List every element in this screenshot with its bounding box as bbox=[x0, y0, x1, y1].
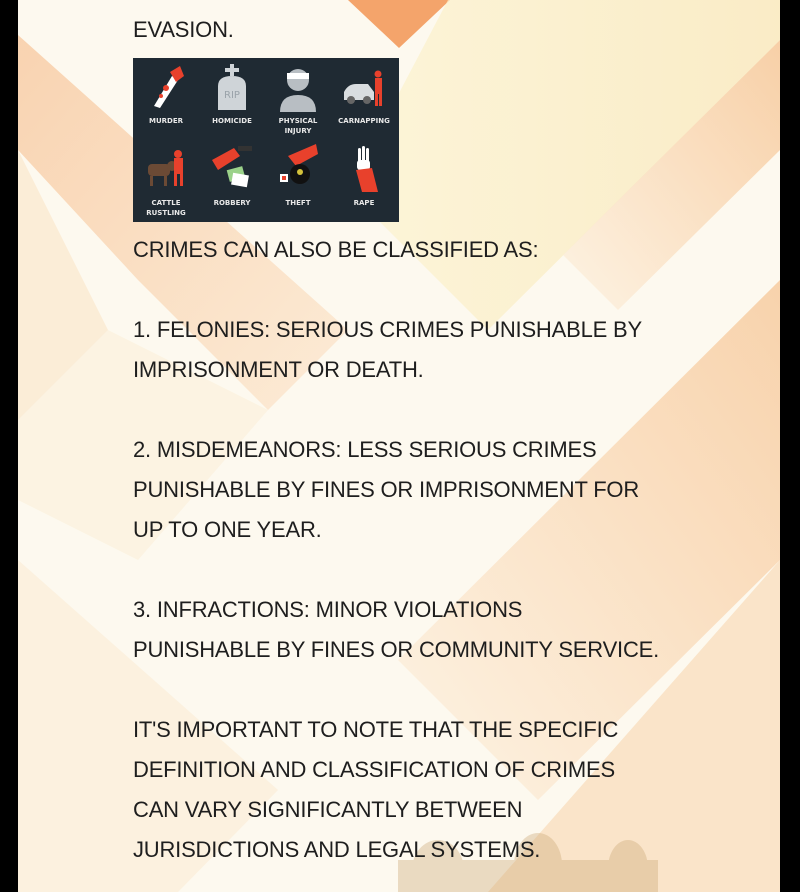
hand-taking-icon bbox=[278, 144, 318, 194]
cattle-icon bbox=[146, 144, 186, 194]
tile-label: PHYSICAL INJURY bbox=[278, 117, 318, 135]
tombstone-text: RIP bbox=[224, 90, 240, 101]
tile-label: CATTLE RUSTLING bbox=[146, 199, 186, 217]
tile-label: CARNAPPING bbox=[338, 117, 390, 125]
document-page[interactable] bbox=[18, 0, 780, 892]
tile-label: HOMICIDE bbox=[212, 117, 252, 125]
tile-label: THEFT bbox=[285, 199, 311, 207]
felonies-line-1: 1. FELONIES: SERIOUS CRIMES PUNISHABLE BY bbox=[133, 317, 642, 342]
gun-money-icon bbox=[212, 144, 252, 194]
bandaged-head-icon bbox=[278, 62, 318, 112]
tombstone-icon bbox=[212, 62, 252, 112]
tile-carnapping bbox=[331, 58, 397, 140]
note-line-1: IT'S IMPORTANT TO NOTE THAT THE SPECIFIC bbox=[133, 717, 619, 742]
bloody-knife-icon bbox=[146, 62, 186, 112]
tile-physical-injury bbox=[265, 58, 331, 140]
misdemeanors-line-2: PUNISHABLE BY FINES OR IMPRISONMENT FOR bbox=[133, 477, 640, 502]
tile-theft bbox=[265, 140, 331, 222]
tile-robbery bbox=[199, 140, 265, 222]
note-line-3: CAN VARY SIGNIFICANTLY BETWEEN bbox=[133, 797, 523, 822]
felonies-line-2: IMPRISONMENT OR DEATH. bbox=[133, 357, 424, 382]
tile-label: ROBBERY bbox=[213, 199, 251, 207]
infractions-line-1: 3. INFRACTIONS: MINOR VIOLATIONS bbox=[133, 597, 523, 622]
tile-rape bbox=[331, 140, 397, 222]
car-thief-icon bbox=[344, 62, 384, 112]
tile-label: RAPE bbox=[353, 199, 375, 207]
note-line-4: JURISDICTIONS AND LEGAL SYSTEMS. bbox=[133, 837, 541, 862]
note-line-2: DEFINITION AND CLASSIFICATION OF CRIMES bbox=[133, 757, 615, 782]
tile-label: MURDER bbox=[148, 117, 184, 125]
misdemeanors-line-1: 2. MISDEMEANORS: LESS SERIOUS CRIMES bbox=[133, 437, 597, 462]
infractions-line-2: PUNISHABLE BY FINES OR COMMUNITY SERVICE. bbox=[133, 637, 660, 662]
top-text-fragment: EVASION. bbox=[133, 17, 234, 42]
tile-cattle-rustling bbox=[133, 140, 199, 222]
misdemeanors-line-3: UP TO ONE YEAR. bbox=[133, 517, 322, 542]
classification-intro: CRIMES CAN ALSO BE CLASSIFIED AS: bbox=[133, 237, 539, 262]
tile-homicide bbox=[199, 58, 265, 140]
raised-hand-icon bbox=[344, 144, 384, 194]
crime-types-infographic bbox=[133, 58, 399, 222]
tile-murder bbox=[133, 58, 199, 140]
